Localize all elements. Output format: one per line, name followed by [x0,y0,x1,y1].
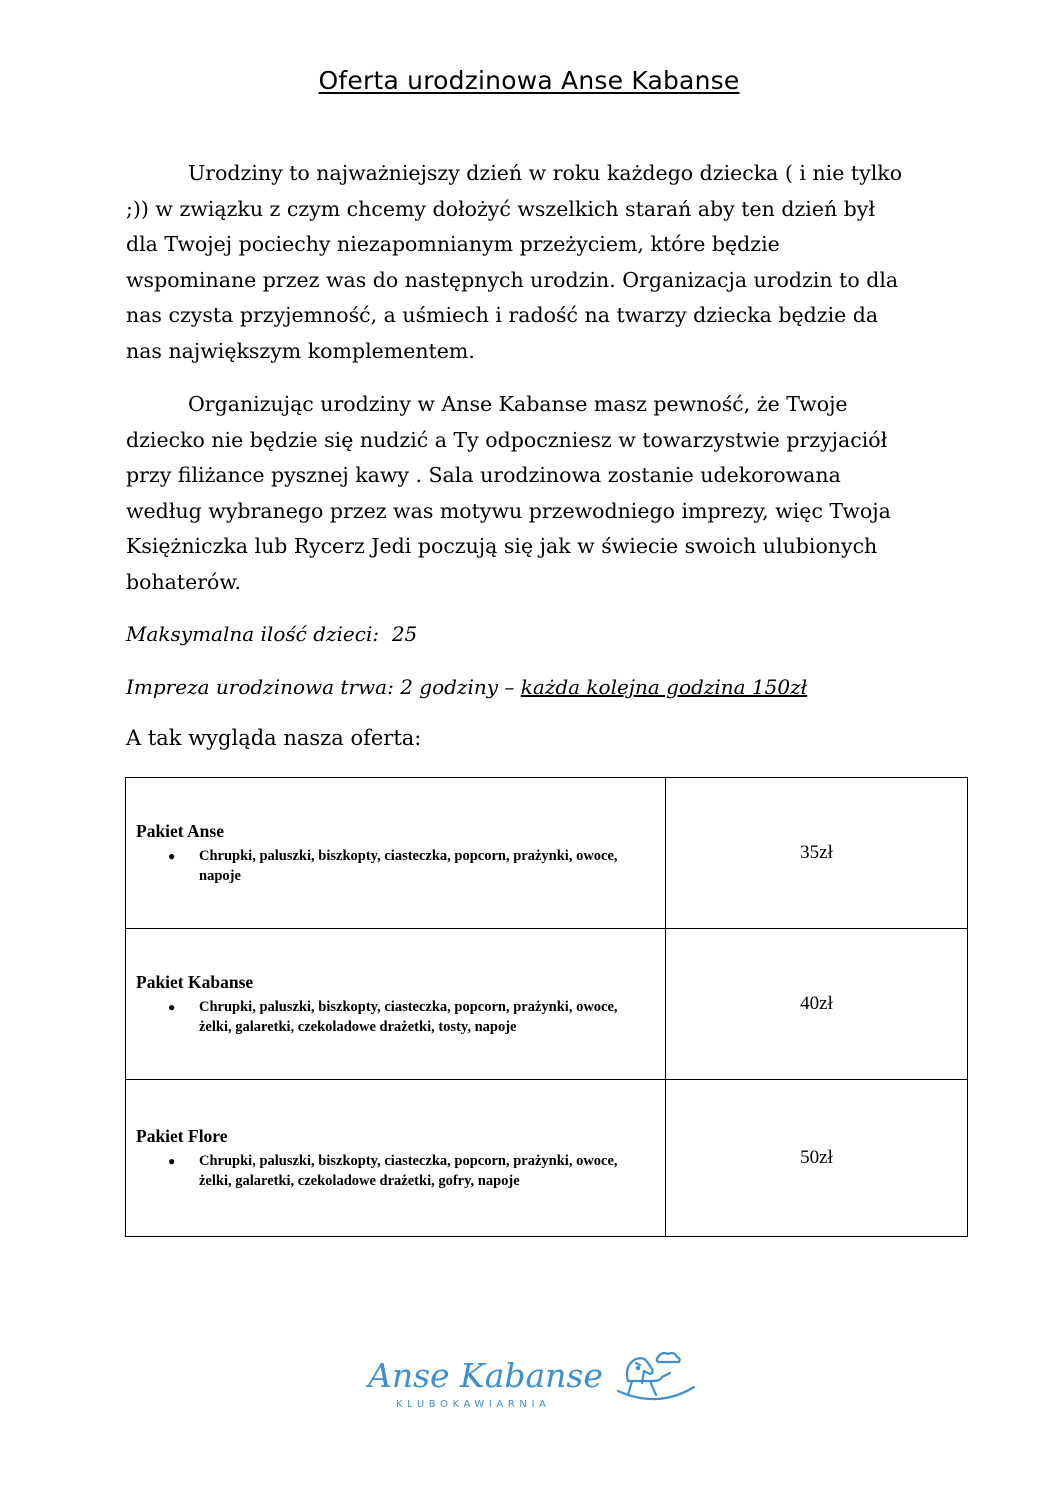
package-description-cell [126,929,666,1080]
bullet-icon: ● [168,999,176,1014]
package-row [126,778,968,929]
offer-intro: A tak wygląda nasza oferta: [126,726,422,750]
max-children-value: 25 [391,622,418,646]
intro-paragraph-1: Urodziny to najważniejszy dzień w roku każdego dziecka ( i nie tylko ;)) w związku z czym chcemy dołożyć wszelkich starań aby ten dzień był dla Twojej pociechy niezapomnianym przeżyciem, które będzie wspominane przez was do następnych urodzin. Organizacja urodzin to dla nas czysta przyjemność, a uśmiech i radość na twarzy dziecka będzie da nas największym komplementem. [126,161,903,363]
extra-hour-price: każda kolejna godzina 150zł [520,675,808,699]
package-items-list [126,1151,665,1191]
package-row [126,929,968,1080]
offer-table [125,777,968,1237]
duration-line: Impreza urodzinowa trwa: 2 godziny – każda kolejna godzina 150zł [126,675,808,699]
package-items-text: Chrupki, paluszki, biszkopty, ciasteczka, popcorn, prażynki, owoce, żelki, galaretki, czekoladowe drażetki, gofry, napoje [199,1152,618,1189]
package-items-text: Chrupki, paluszki, biszkopty, ciasteczka, popcorn, prażynki, owoce, napoje [199,847,618,884]
logo-name: Anse Kabanse [368,1356,603,1395]
package-price: 50zł [666,1080,968,1237]
package-price: 40zł [666,929,968,1080]
logo-tagline: KLUBOKAWIARNIA [396,1399,551,1410]
package-name: Pakiet Flore [136,1125,228,1146]
package-description-cell [126,778,666,929]
rocking-horse-icon [618,1353,694,1399]
package-items-list [126,997,665,1037]
package-items-text: Chrupki, paluszki, biszkopty, ciasteczka, popcorn, prażynki, owoce, żelki, galaretki, czekoladowe drażetki, tosty, napoje [199,998,618,1035]
package-items-list [126,846,665,886]
package-price: 35zł [666,778,968,929]
logo-wordmark [366,1356,603,1410]
max-children-label: Maksymalna ilość dzieci [126,622,373,646]
intro-paragraph-2: Organizując urodziny w Anse Kabanse masz pewność, że Twoje dziecko nie będzie się nudzić a Ty odpoczniesz w towarzystwie przyjaciół przy filiżance pysznej kawy . Sala urodzinowa zostanie udekorowana według wybranego przez was motywu przewodniego imprezy, więc Twoja Księżniczka lub Rycerz Jedi poczują się jak w świecie swoich ulubionych bohaterów. [126,392,891,594]
package-description-cell [126,1080,666,1237]
max-children-line: Maksymalna ilość dzieci: 25 [126,622,418,646]
bullet-icon: ● [168,848,176,863]
duration-separator: – [504,675,515,699]
package-name: Pakiet Anse [136,820,224,841]
duration-label: Impreza urodzinowa trwa [126,675,388,699]
package-name: Pakiet Kabanse [136,971,254,992]
package-row [126,1080,968,1237]
package-items [168,997,639,1037]
package-items [168,1151,639,1191]
duration-value: 2 godziny [400,675,499,699]
package-items [168,846,639,886]
bullet-icon: ● [168,1153,176,1168]
page-title: Oferta urodzinowa Anse Kabanse [318,66,740,95]
anse-kabanse-logo [366,1347,696,1417]
